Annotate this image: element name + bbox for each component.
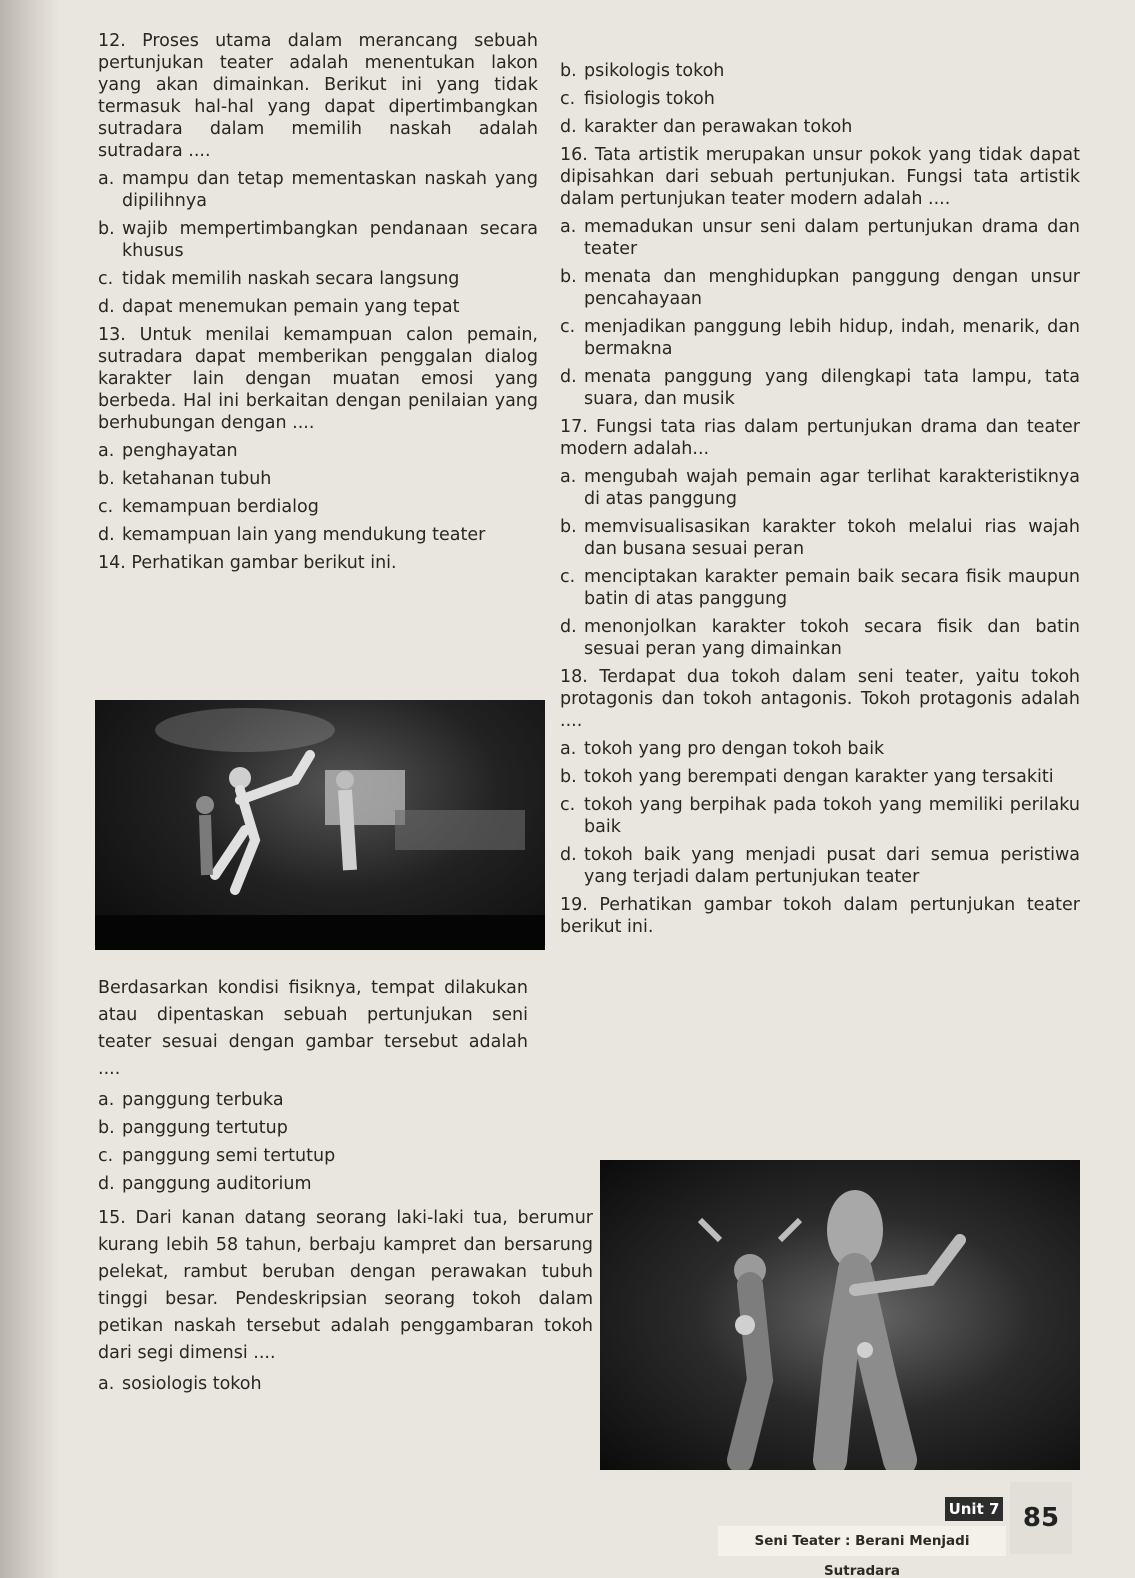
question-19 — [560, 894, 1080, 938]
question-12-option-c[interactable]: c. tidak memilih naskah secara langsung — [98, 269, 460, 289]
page-number: 85 — [1010, 1482, 1072, 1554]
question-18-option-d[interactable]: d. tokoh baik yang menjadi pusat dari semua peristiwa yang terjadi dalam pertunjukan teater — [560, 845, 1080, 887]
right-column — [560, 60, 1080, 944]
costumed-figures-illustration — [600, 1160, 1080, 1470]
question-17 — [560, 416, 1080, 660]
stage-performance-photo — [95, 700, 545, 950]
question-15-text: 15. Dari kanan datang seorang laki-laki tua, berumur kurang lebih 58 tahun, berbaju kampret dan bersarung pelekat, rambut beruban dengan perawakan tubuh tinggi besar. Pendeskripsian seorang tokoh dalam petikan naskah tersebut adalah penggambaran tokoh dari segi dimensi .... — [98, 1208, 593, 1363]
question-12 — [98, 30, 538, 318]
unit-label: Unit 7 — [945, 1497, 1003, 1521]
question-16-option-b[interactable]: b. menata dan menghidupkan panggung dengan unsur pencahayaan — [560, 267, 1080, 309]
question-16-text: 16. Tata artistik merupakan unsur pokok yang tidak dapat dipisahkan dari sebuah pertunjukan. Fungsi tata artistik dalam pertunjukan teater modern adalah .... — [560, 145, 1080, 209]
question-15 — [98, 1205, 593, 1395]
question-12-option-b[interactable]: b. wajib mempertimbangkan pendanaan secara khusus — [98, 219, 538, 261]
question-14-option-d[interactable]: d. panggung auditorium — [98, 1174, 312, 1194]
question-14-body-column — [98, 975, 593, 1401]
question-15-option-c[interactable]: c. fisiologis tokoh — [560, 89, 715, 109]
question-13-option-a[interactable]: a. penghayatan — [98, 441, 238, 461]
question-14 — [98, 552, 538, 574]
chapter-title: Seni Teater : Berani Menjadi Sutradara — [718, 1526, 1006, 1556]
question-17-text: 17. Fungsi tata rias dalam pertunjukan drama dan teater modern adalah... — [560, 417, 1080, 459]
question-14-body: Berdasarkan kondisi fisiknya, tempat dilakukan atau dipentaskan sebuah pertunjukan seni teater sesuai dengan gambar tersebut adalah .... — [98, 978, 528, 1079]
question-15-option-b[interactable]: b. psikologis tokoh — [560, 61, 725, 81]
book-spine-shadow — [0, 0, 60, 1578]
question-17-option-b[interactable]: b. memvisualisasikan karakter tokoh melalui rias wajah dan busana sesuai peran — [560, 517, 1080, 559]
question-14-option-a[interactable]: a. panggung terbuka — [98, 1090, 284, 1110]
question-14-text: 14. Perhatikan gambar berikut ini. — [98, 553, 397, 573]
question-12-option-d[interactable]: d. dapat menemukan pemain yang tepat — [98, 297, 460, 317]
question-17-option-a[interactable]: a. mengubah wajah pemain agar terlihat karakteristiknya di atas panggung — [560, 467, 1080, 509]
question-18-text: 18. Terdapat dua tokoh dalam seni teater, yaitu tokoh protagonis dan tokoh antagonis. Tokoh protagonis adalah .... — [560, 667, 1080, 731]
question-12-option-a[interactable]: a. mampu dan tetap mementaskan naskah yang dipilihnya — [98, 169, 538, 211]
theater-character-photo — [600, 1160, 1080, 1470]
stage-figures-illustration — [95, 700, 545, 950]
question-15-option-a[interactable]: a. sosiologis tokoh — [98, 1374, 262, 1394]
question-14-option-b[interactable]: b. panggung tertutup — [98, 1118, 288, 1138]
question-16-option-a[interactable]: a. memadukan unsur seni dalam pertunjukan drama dan teater — [560, 217, 1080, 259]
question-13-text: 13. Untuk menilai kemampuan calon pemain, sutradara dapat memberikan penggalan dialog karakter lain dengan muatan emosi yang berbeda. Hal ini berkaitan dengan penilaian yang berhubungan dengan .... — [98, 325, 538, 433]
question-16-option-d[interactable]: d. menata panggung yang dilengkapi tata lampu, tata suara, dan musik — [560, 367, 1080, 409]
question-16-option-c[interactable]: c. menjadikan panggung lebih hidup, indah, menarik, dan bermakna — [560, 317, 1080, 359]
question-17-option-c[interactable]: c. menciptakan karakter pemain baik secara fisik maupun batin di atas panggung — [560, 567, 1080, 609]
question-18-option-a[interactable]: a. tokoh yang pro dengan tokoh baik — [560, 739, 885, 759]
question-18 — [560, 666, 1080, 888]
question-13 — [98, 324, 538, 546]
question-14-option-c[interactable]: c. panggung semi tertutup — [98, 1146, 336, 1166]
question-18-option-c[interactable]: c. tokoh yang berpihak pada tokoh yang memiliki perilaku baik — [560, 795, 1080, 837]
question-13-option-b[interactable]: b. ketahanan tubuh — [98, 469, 272, 489]
question-12-text: 12. Proses utama dalam merancang sebuah pertunjukan teater adalah menentukan lakon yang akan dimainkan. Berikut ini yang tidak termasuk hal-hal yang dapat dipertimbangkan sutradara dalam memilih naskah adalah sutradara .... — [98, 31, 538, 161]
question-17-option-d[interactable]: d. menonjolkan karakter tokoh secara fisik dan batin sesuai peran yang dimainkan — [560, 617, 1080, 659]
question-18-option-b[interactable]: b. tokoh yang berempati dengan karakter yang tersakiti — [560, 767, 1054, 787]
question-15-option-d[interactable]: d. karakter dan perawakan tokoh — [560, 117, 853, 137]
question-13-option-c[interactable]: c. kemampuan berdialog — [98, 497, 319, 517]
question-13-option-d[interactable]: d. kemampuan lain yang mendukung teater — [98, 525, 486, 545]
question-19-text: 19. Perhatikan gambar tokoh dalam pertunjukan teater berikut ini. — [560, 895, 1080, 937]
left-column — [98, 30, 538, 580]
question-16 — [560, 144, 1080, 410]
